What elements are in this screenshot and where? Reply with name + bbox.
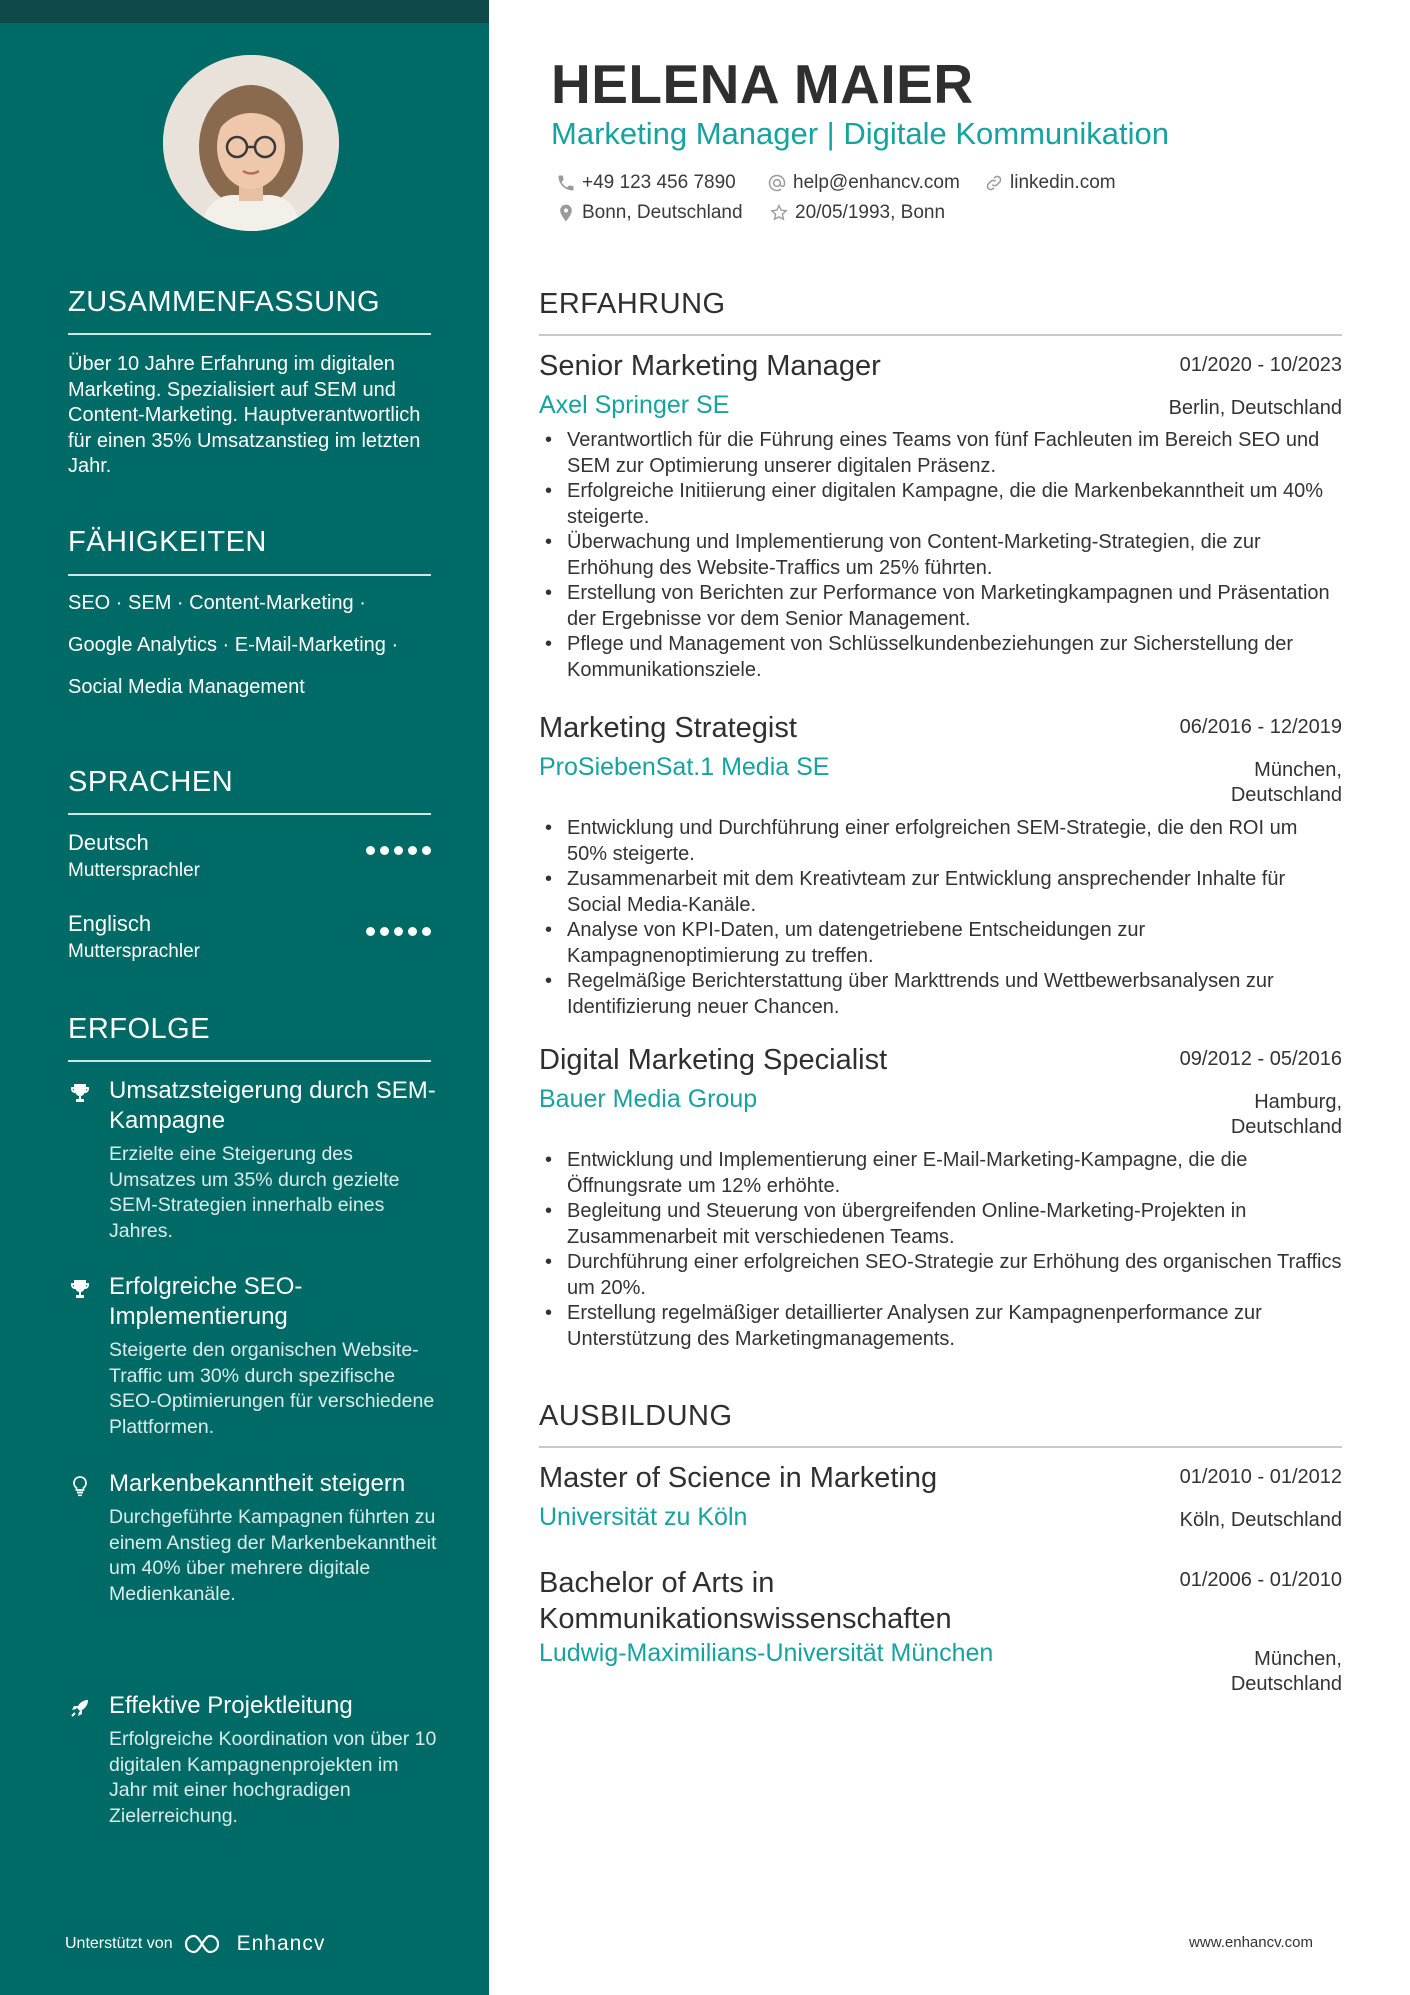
achievement-description: Erzielte eine Steigerung des Umsatzes um 35% durch gezielte SEM-Strategien innerhalb eines Jahres. [109, 1143, 400, 1242]
language-name: Englisch [68, 911, 152, 936]
job-bullet: • Durchführung einer erfolgreichen SEO-Strategie zur Erhöhung des organischen Traffics um 20%. [539, 1250, 1342, 1301]
contact-email[interactable] [767, 172, 960, 194]
education-degree: Master of Science in Marketing [539, 1462, 938, 1494]
job-entry [539, 712, 1342, 1020]
birth-text: 20/05/1993, Bonn [795, 202, 946, 223]
job-title: Marketing Strategist [539, 712, 797, 744]
location-text: Bonn, Deutschland [582, 202, 743, 223]
education-location-line: Deutschland [1230, 1673, 1342, 1695]
skills-line: SEO · SEM · Content-Marketing · [68, 592, 366, 614]
achievement-title: Effektive Projektleitung [109, 1692, 353, 1719]
phone-icon [556, 173, 576, 193]
education-title: AUSBILDUNG [539, 1400, 733, 1432]
job-bullet: • Begleitung und Steuerung von übergreifenden Online-Marketing-Projekten in Zusammenarbeit mit verschiedenen Teams. [539, 1199, 1342, 1250]
job-title: Senior Marketing Manager [539, 350, 881, 382]
job-bullets [539, 1148, 1342, 1352]
education-school: Ludwig-Maximilians-Universität München [539, 1639, 994, 1667]
job-location-line: Hamburg, [1254, 1091, 1342, 1113]
job-bullet: • Erstellung regelmäßiger detaillierter Analysen zur Kampagnenperformance zur Unterstützung des Marketingmanagements. [539, 1301, 1342, 1352]
job-bullet: • Zusammenarbeit mit dem Kreativteam zur Entwicklung ansprechender Inhalte für Social Media-Kanäle. [539, 867, 1342, 918]
language-proficiency-dots [366, 846, 431, 855]
education-entry [539, 1565, 1342, 1695]
link-icon [984, 173, 1004, 193]
link-text[interactable]: linkedin.com [1010, 172, 1116, 193]
achievement-title: Markenbekanntheit steigern [109, 1470, 406, 1497]
job-entry [539, 1044, 1342, 1352]
job-company: Bauer Media Group [539, 1085, 758, 1113]
powered-by-brand: Enhancv [236, 1932, 326, 1955]
job-bullet: • Pflege und Management von Schlüsselkundenbeziehungen zur Sicherstellung der Kommunikationsziele. [539, 632, 1342, 683]
job-bullet: • Erstellung von Berichten zur Performance von Marketingkampagnen und Präsentation der Ergebnisse vor dem Senior Management. [539, 581, 1342, 632]
language-proficiency-dots [366, 927, 431, 936]
education-location-line: München, [1254, 1648, 1342, 1670]
email-text[interactable]: help@enhancv.com [793, 172, 960, 193]
job-bullet: • Erfolgreiche Initiierung einer digitalen Kampagne, die die Markenbekanntheit um 40% steigerte. [539, 479, 1342, 530]
education-degree-line: Kommunikationswissenschaften [539, 1603, 952, 1635]
trophy-icon [68, 1277, 92, 1301]
achievements-title: ERFOLGE [68, 1013, 211, 1045]
achievements-divider [68, 1060, 431, 1062]
phone-text: +49 123 456 7890 [582, 172, 736, 193]
summary-title: ZUSAMMENFASSUNG [68, 286, 381, 318]
education-degree-line: Bachelor of Arts in [539, 1567, 775, 1599]
sidebar-top-band [0, 0, 489, 23]
language-level: Muttersprachler [68, 860, 200, 881]
job-bullets [539, 428, 1342, 683]
achievement-item [68, 1076, 438, 1244]
education-dates: 01/2006 - 01/2010 [1179, 1569, 1342, 1591]
language-item [68, 911, 431, 971]
powered-by-label: Unterstützt von [65, 1935, 173, 1952]
languages-divider [68, 813, 431, 815]
job-bullet: • Entwicklung und Durchführung einer erfolgreichen SEM-Strategie, die den ROI um 50% steigerte. [539, 816, 1342, 867]
experience-title: ERFAHRUNG [539, 288, 726, 320]
job-bullets [539, 816, 1342, 1020]
achievement-item [68, 1272, 438, 1440]
contact-location [556, 202, 743, 224]
achievement-item [68, 1691, 438, 1829]
location-pin-icon [556, 203, 576, 223]
skills-title: FÄHIGKEITEN [68, 526, 267, 558]
achievement-description: Erfolgreiche Koordination von über 10 digitalen Kampagnenprojekten im Jahr mit einer hochgradigen Zielerreichung. [109, 1728, 437, 1827]
job-bullet: • Regelmäßige Berichterstattung über Markttrends und Wettbewerbsanalysen zur Identifizierung neuer Chancen. [539, 969, 1342, 1020]
job-company: ProSiebenSat.1 Media SE [539, 753, 830, 781]
job-company: Axel Springer SE [539, 391, 730, 419]
job-location-line: Deutschland [1230, 784, 1342, 806]
language-name: Deutsch [68, 830, 149, 855]
job-bullet: • Verantwortlich für die Führung eines Teams von fünf Fachleuten im Bereich SEO und SEM zur Optimierung unserer digitalen Präsenz. [539, 428, 1342, 479]
powered-by [65, 1932, 325, 1956]
job-bullet: • Entwicklung und Implementierung einer E-Mail-Marketing-Kampagne, die die Öffnungsrate um 12% erhöhte. [539, 1148, 1342, 1199]
summary-divider [68, 333, 431, 335]
candidate-name: HELENA MAIER [551, 53, 974, 115]
lightbulb-icon [68, 1474, 92, 1498]
achievement-title: Umsatzsteigerung durch SEM-Kampagne [109, 1077, 436, 1134]
avatar [163, 55, 339, 231]
education-location: Köln, Deutschland [1179, 1509, 1342, 1531]
achievement-title: Erfolgreiche SEO-Implementierung [109, 1273, 303, 1330]
job-location: Berlin, Deutschland [1168, 397, 1342, 419]
contact-birth [769, 202, 945, 224]
skills-line: Social Media Management [68, 676, 305, 698]
trophy-icon [68, 1081, 92, 1105]
job-bullet: • Analyse von KPI-Daten, um datengetriebene Entscheidungen zur Kampagnenoptimierung zu treffen. [539, 918, 1342, 969]
enhancv-logo-icon [183, 1933, 227, 1955]
education-entry [539, 1462, 1342, 1532]
job-dates: 01/2020 - 10/2023 [1179, 354, 1342, 376]
sidebar [0, 0, 489, 1995]
skills-line: Google Analytics · E-Mail-Marketing · [68, 634, 399, 656]
achievement-description: Steigerte den organischen Website-Traffic um 30% durch spezifische SEO-Optimierungen für verschiedene Plattformen. [109, 1339, 435, 1438]
job-location-line: München, [1254, 759, 1342, 781]
achievement-description: Durchgeführte Kampagnen führten zu einem Anstieg der Markenbekanntheit um 40% über mehrere digitale Medienkanäle. [109, 1506, 437, 1605]
education-dates: 01/2010 - 01/2012 [1179, 1466, 1342, 1488]
education-divider [539, 1446, 1342, 1448]
at-icon [767, 173, 787, 193]
job-entry [539, 350, 1342, 683]
contact-link[interactable] [984, 172, 1116, 194]
skills-divider [68, 574, 431, 576]
job-dates: 06/2016 - 12/2019 [1179, 716, 1342, 738]
achievement-item [68, 1469, 438, 1607]
contact-phone [556, 172, 736, 194]
language-item [68, 830, 431, 890]
summary-text: Über 10 Jahre Erfahrung im digitalen Marketing. Spezialisiert auf SEM und Content-Marketing. Hauptverantwortlich für einen 35% Umsatzanstieg im letzten Jahr. [68, 353, 421, 477]
rocket-icon [68, 1696, 92, 1720]
job-dates: 09/2012 - 05/2016 [1179, 1048, 1342, 1070]
job-location-line: Deutschland [1230, 1116, 1342, 1138]
star-icon [769, 203, 789, 223]
experience-divider [539, 334, 1342, 336]
language-level: Muttersprachler [68, 941, 200, 962]
job-location [1231, 1090, 1342, 1140]
job-bullet: • Überwachung und Implementierung von Content-Marketing-Strategien, die zur Erhöhung des Website-Traffics um 25% führten. [539, 530, 1342, 581]
job-title: Digital Marketing Specialist [539, 1044, 888, 1076]
job-location [1231, 758, 1342, 808]
candidate-headline: Marketing Manager | Digitale Kommunikation [551, 116, 1170, 151]
languages-title: SPRACHEN [68, 766, 234, 798]
education-school: Universität zu Köln [539, 1503, 748, 1531]
footer-url[interactable]: www.enhancv.com [1189, 1934, 1313, 1951]
education-location [1231, 1647, 1342, 1697]
